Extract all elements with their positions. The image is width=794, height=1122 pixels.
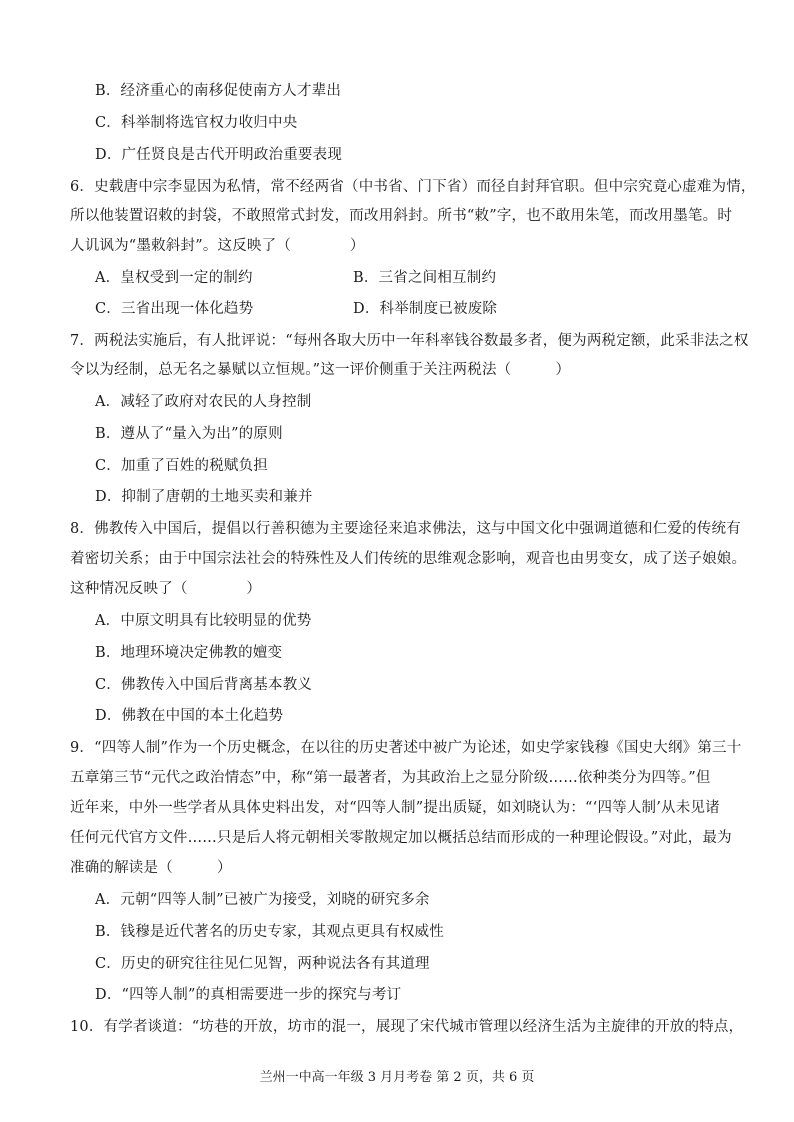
q6-option-d: D．科举制度已被废除 [353, 301, 498, 317]
page-footer: 兰州一中高一年级 3 月月考卷 第 2 页，共 6 页 [259, 1070, 535, 1085]
q6-option-b: B．三省之间相互制约 [353, 270, 497, 286]
q8-option-c: C．佛教传入中国后背离基本教义 [95, 677, 313, 693]
q7-option-d: D．抑制了唐朝的土地买卖和兼并 [95, 489, 313, 505]
q9-stem-line2: 五章第三节“元代之政治情态”中，称“第一最著者，为其政治上之显分阶级……依种类分为四等。”但 [70, 770, 711, 786]
q7-stem-line2: 令以为经制，总无名之暴赋以立恒规。”这一评价侧重于关注两税法（ ） [70, 362, 571, 378]
q9-option-c: C．历史的研究往往见仁见智，两种说法各有其道理 [95, 956, 430, 972]
q9-stem-line5: 准确的解读是（ ） [70, 860, 232, 876]
q9-stem-line4: 任何元代官方文件……只是后人将元朝相关零散规定加以概括总结而形成的一种理论假设。”对此，最为 [70, 830, 732, 846]
q10-stem-line1: 10．有学者谈道：“坊巷的开放，坊市的混一，展现了宋代城市管理以经济生活为主旋律的开放的特点， [70, 1019, 744, 1035]
q5-option-c: C．科举制将选官权力收归中央 [95, 115, 298, 131]
q7-option-a: A．减轻了政府对农民的人身控制 [95, 394, 312, 410]
q8-option-d: D．佛教在中国的本土化趋势 [95, 708, 284, 724]
q7-stem-line1: 7．两税法实施后，有人批评说：“每州各取大历中一年科率钱谷数最多者，便为两税定额，此采非法之权 [70, 333, 749, 349]
q6-stem-line1: 6．史载唐中宗李显因为私情，常不经两省（中书省、门下省）而径自封拜官职。但中宗究竟心虚难为情， [70, 179, 756, 195]
q8-stem-line1: 8．佛教传入中国后，提倡以行善积德为主要途径来追求佛法，这与中国文化中强调道德和仁爱的传统有 [70, 521, 741, 537]
q9-option-b: B．钱穆是近代著名的历史专家，其观点更具有权威性 [95, 924, 444, 940]
q7-option-b: B．遵从了“量入为出”的原则 [95, 426, 283, 442]
q9-stem-line1: 9．“四等人制”作为一个历史概念，在以往的历史著述中被广为论述，如史学家钱穆《国史大纲》第三十 [70, 740, 742, 756]
q8-stem-line2: 着密切关系；由于中国宗法社会的特殊性及人们传统的思维观念影响，观音也由男变女，成了送子娘娘。 [70, 551, 747, 567]
q9-option-d: D．“四等人制”的真相需要进一步的探究与考订 [95, 987, 402, 1003]
q7-option-c: C．加重了百姓的税赋负担 [95, 458, 268, 474]
q5-option-d: D．广任贤良是古代开明政治重要表现 [95, 147, 343, 163]
q6-stem-line3: 人讥讽为“墨敕斜封”。这反映了（ ） [70, 238, 365, 254]
q5-option-b: B．经济重心的南移促使南方人才辈出 [95, 83, 342, 99]
q8-option-a: A．中原文明具有比较明显的优势 [95, 613, 312, 629]
q6-stem-line2: 所以他装置诏敕的封袋，不敢照常式封发，而改用斜封。所书“敕”字，也不敢用朱笔，而改用墨笔。时 [70, 208, 733, 224]
q9-stem-line3: 近年来，中外一些学者从具体史料出发，对“四等人制”提出质疑，如刘晓认为：“‘四等人制’从未见诸 [70, 800, 720, 816]
q8-option-b: B．地理环境决定佛教的嬗变 [95, 645, 283, 661]
q8-stem-line3: 这种情况反映了（ ） [70, 581, 262, 597]
q6-option-c: C．三省出现一体化趋势 [95, 301, 254, 317]
q6-option-a: A．皇权受到一定的制约 [95, 270, 253, 286]
q9-option-a: A．元朝“四等人制”已被广为接受，刘晓的研究多余 [95, 892, 430, 908]
